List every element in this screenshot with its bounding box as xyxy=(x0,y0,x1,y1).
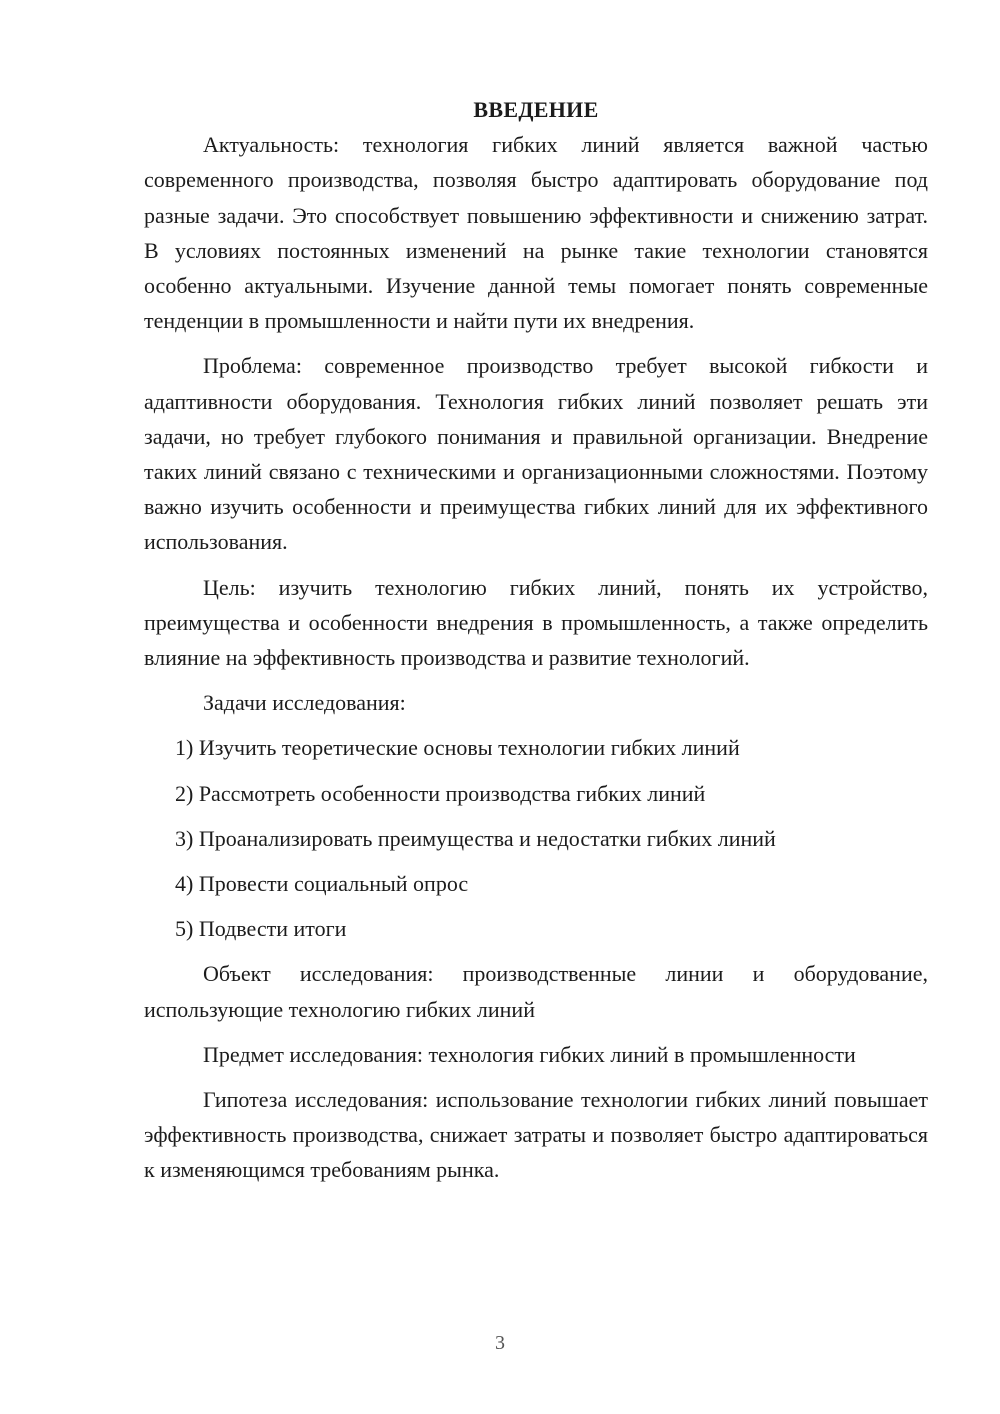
page-title: ВВЕДЕНИЕ xyxy=(473,97,599,122)
task-item-5: 5) Подвести итоги xyxy=(175,916,347,942)
goal-paragraph: Цель: изучить технологию гибких линий, понять их устройство, преимущества и особенности внедрения в промышленность, а также определить влияние на эффективность производства и развитие технологий. xyxy=(144,574,928,671)
page-content xyxy=(144,92,928,1188)
object-paragraph: Объект исследования: производственные линии и оборудование, использующие технологию гибких линий xyxy=(144,961,928,1022)
problem-paragraph: Проблема: современное производство требует высокой гибкости и адаптивности оборудования. Технология гибких линий позволяет решать эти задачи, но требует глубокого понимания и правильной организации. Внедрение таких линий связано с техническими и организационными сложностями. Поэтому важно изучить особенности и преимущества гибких линий для их эффективного использования. xyxy=(144,353,928,555)
page-number: 3 xyxy=(495,1332,505,1354)
task-item-1: 1) Изучить теоретические основы технологии гибких линий xyxy=(175,735,740,761)
task-item-4: 4) Провести социальный опрос xyxy=(175,871,469,897)
task-item-2: 2) Рассмотреть особенности производства гибких линий xyxy=(175,780,706,806)
task-item-3: 3) Проанализировать преимущества и недостатки гибких линий xyxy=(175,825,776,851)
hypothesis-paragraph: Гипотеза исследования: использование технологии гибких линий повышает эффективность производства, снижает затраты и позволяет быстро адаптироваться к изменяющимся требованиям рынка. xyxy=(144,1087,928,1183)
subject-paragraph: Предмет исследования: технология гибких линий в промышленности xyxy=(203,1041,856,1067)
task-list xyxy=(144,730,928,946)
tasks-heading: Задачи исследования: xyxy=(203,690,406,716)
relevance-paragraph: Актуальность: технология гибких линий является важной частью современного производства, позволяя быстро адаптировать оборудование под разные задачи. Это способствует повышению эффективности и снижению затрат. В условиях постоянных изменений на рынке такие технологии становятся особенно актуальными. Изучение данной темы помогает понять современные тенденции в промышленности и найти пути их внедрения. xyxy=(144,132,928,334)
